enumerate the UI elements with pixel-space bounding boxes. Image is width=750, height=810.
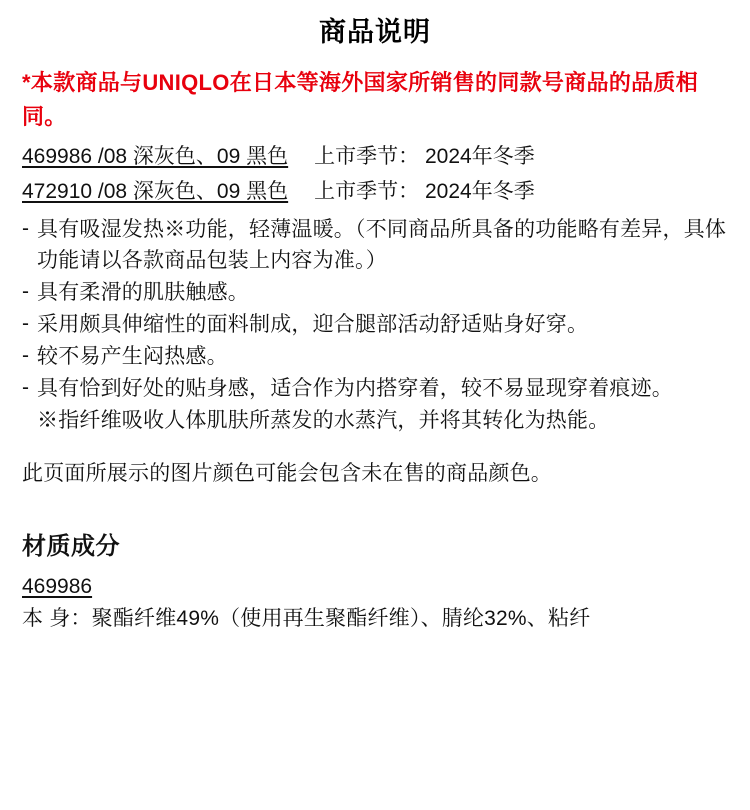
list-item bbox=[22, 277, 728, 308]
list-item bbox=[22, 309, 728, 340]
quality-note: *本款商品与UNIQLO在日本等海外国家所销售的同款号商品的品质相同。 bbox=[22, 70, 699, 130]
dash-bullet-icon: - bbox=[22, 375, 30, 399]
product-code-row bbox=[22, 176, 728, 208]
page-title: 商品说明 bbox=[319, 17, 431, 47]
feature-text: 采用颇具伸缩性的面料制成，迎合腿部活动舒适贴身好穿。 bbox=[37, 312, 589, 336]
feature-text: 具有恰到好处的贴身感，适合作为内搭穿着，较不易显现穿着痕迹。 bbox=[37, 376, 673, 400]
dash-bullet-icon: - bbox=[22, 216, 30, 240]
color-disclaimer: 此页面所展示的图片颜色可能会包含未在售的商品颜色。 bbox=[22, 462, 552, 486]
feature-list bbox=[22, 214, 728, 437]
feature-text: 较不易产生闷热感。 bbox=[37, 344, 228, 368]
product-code-1: 469986 /08 深灰色、09 黑色 bbox=[22, 144, 289, 168]
season-label-1: 上市季节： bbox=[314, 144, 420, 168]
season-value-1: 2024年冬季 bbox=[424, 144, 535, 168]
material-composition: 本 身：聚酯纤维49%（使用再生聚酯纤维）、腈纶32%、粘纤 bbox=[22, 606, 591, 630]
feature-text: 具有吸湿发热※功能，轻薄温暖。（不同商品所具备的功能略有差异，具体功能请以各款商品包装上内容为准。） bbox=[37, 217, 727, 272]
feature-text: 具有柔滑的肌肤触感。 bbox=[37, 280, 249, 304]
list-item bbox=[22, 373, 728, 404]
list-item bbox=[22, 214, 728, 276]
material-product-code: 469986 bbox=[22, 574, 93, 598]
dash-bullet-icon: - bbox=[22, 343, 30, 367]
material-section-heading: 材质成分 bbox=[22, 532, 120, 560]
list-item-footnote bbox=[22, 405, 728, 436]
season-value-2: 2024年冬季 bbox=[424, 180, 535, 204]
dash-bullet-icon: - bbox=[22, 311, 30, 335]
dash-bullet-icon: - bbox=[22, 279, 30, 303]
product-description-page bbox=[0, 16, 750, 810]
list-item bbox=[22, 341, 728, 372]
footnote-text: ※指纤维吸收人体肌肤所蒸发的水蒸汽，并将其转化为热能。 bbox=[37, 409, 610, 433]
product-code-2: 472910 /08 深灰色、09 黑色 bbox=[22, 180, 289, 204]
product-code-row bbox=[22, 141, 728, 173]
season-label-2: 上市季节： bbox=[314, 180, 420, 204]
